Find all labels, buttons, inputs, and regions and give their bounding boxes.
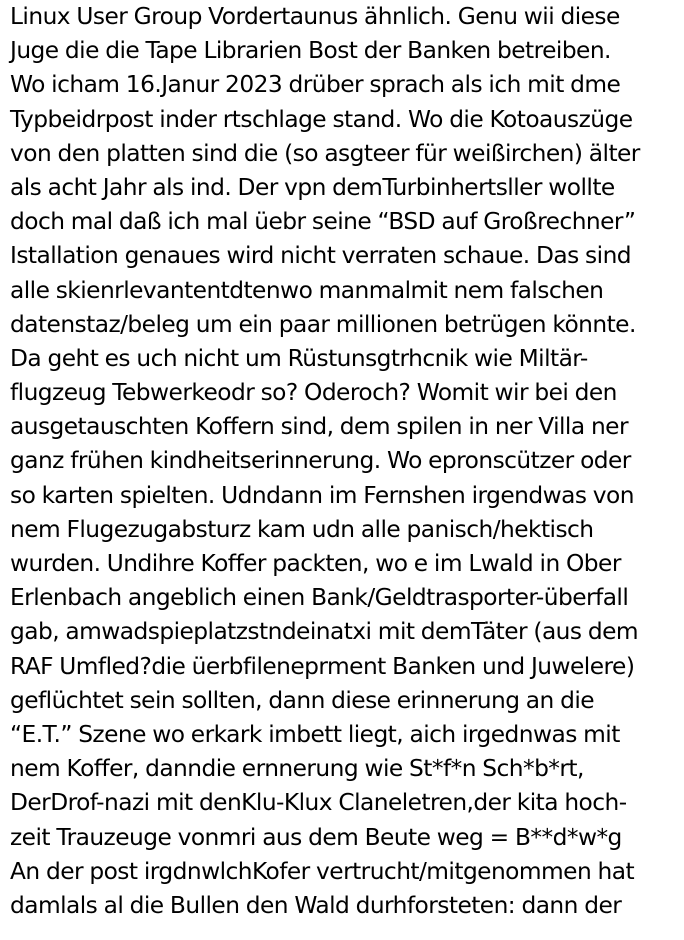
document-text: [10, 0, 682, 923]
text-line: Typbeidrpost inder rtschlage stand. Wo die Kotoauszüge: [10, 105, 633, 133]
text-line: wurden. Undihre Koffer packten, wo e im Lwald in Ober: [10, 550, 621, 577]
text-line: ganz frühen kindheitserinnerung. Wo epronscützer oder: [10, 447, 631, 475]
text-line: “E.T.” Szene wo erkark imbett liegt, aich irgednwas mit: [10, 720, 620, 748]
text-line: An der post irgdnwlchKofer vertrucht/mitgenommen hat: [10, 857, 635, 885]
text-line: Istallation genaues wird nicht verraten schaue. Das sind: [10, 242, 632, 270]
text-line: gab, amwadspieplatzstndeinatxi mit demTäter (aus dem: [10, 618, 639, 646]
text-line: damlals al die Bullen den Wald durhforsteten: dann der: [10, 891, 622, 919]
text-line: Juge die die Tape Librarien Bost der Banken betreiben.: [10, 37, 611, 65]
text-line: datenstaz/beleg um ein paar millionen betrügen könnte.: [10, 310, 636, 338]
text-line: Da geht es uch nicht um Rüstunsgtrhcnik wie Miltär-: [10, 344, 588, 372]
text-line: nem Koffer, danndie ernnerung wie St*f*n Sch*b*rt,: [10, 755, 584, 783]
text-line: RAF Umfled?die üerbfileneprment Banken und Juwelere): [10, 652, 635, 680]
text-line: von den platten sind die (so asgteer für weißirchen) älter: [10, 139, 640, 167]
text-line: zeit Trauzeuge vonmri aus dem Beute weg = B**d*w*g: [10, 823, 622, 851]
text-line: geflüchtet sein sollten, dann diese erinnerung an die: [10, 686, 595, 714]
text-line: nem Flugezugabsturz kam udn alle panisch/hektisch: [10, 515, 594, 543]
text-line: Wo icham 16.Janur 2023 drüber sprach als ich mit dme: [10, 71, 621, 99]
text-line: Linux User Group Vordertaunus ähnlich. Genu wii diese: [10, 3, 620, 30]
text-line: als acht Jahr als ind. Der vpn demTurbinhertsller wollte: [10, 173, 615, 201]
text-line: alle skienrlevantentdtenwo manmalmit nem falschen: [10, 276, 604, 304]
text-line: Erlenbach angeblich einen Bank/Geldtrasporter-überfall: [10, 584, 629, 612]
text-line: so karten spielten. Udndann im Fernshen irgendwas von: [10, 481, 634, 509]
text-line: ausgetauschten Koffern sind, dem spilen in ner Villa ner: [10, 413, 628, 441]
text-line: DerDrof-nazi mit denKlu-Klux Claneletren,der kita hoch-: [10, 789, 627, 817]
text-line: doch mal daß ich mal üebr seine “BSD auf Großrechner”: [10, 208, 636, 236]
text-line: flugzeug Tebwerkeodr so? Oderoch? Womit wir bei den: [10, 379, 617, 407]
